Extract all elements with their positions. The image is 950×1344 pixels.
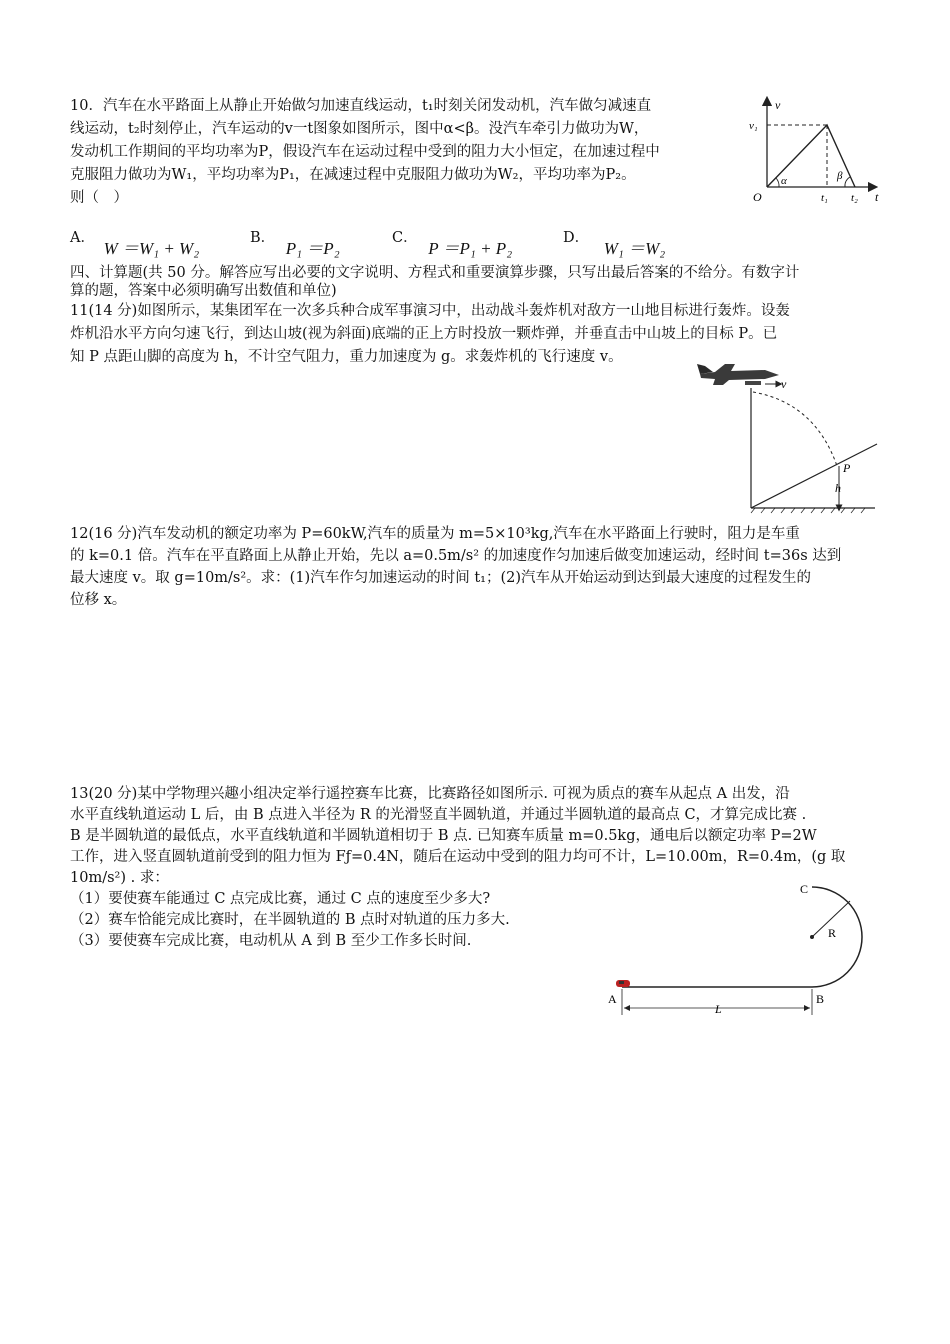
v-label: v [781,377,787,391]
option-b-expr: P₁ ＝P₂ [285,239,340,258]
beta-label: β [837,170,843,182]
option-b[interactable] [250,222,340,258]
q10-line: 10．汽车在水平路面上从静止开始做匀加速直线运动，t₁时刻关闭发动机，汽车做匀减速直 [70,98,652,114]
q13-line: 13(20 分)某中学物理兴趣小组决定举行遥控赛车比赛，比赛路径如图所示. 可视为质点的赛车从起点 A 出发，沿 [70,786,790,802]
origin-label: O [753,190,762,204]
bomber-figure [695,358,885,518]
v-axis-label: v [775,98,781,112]
beta-arc [845,177,850,187]
q10-line: 发动机工作期间的平均功率为P，假设汽车在运动过程中受到的阻力大小恒定，在加速过程中 [70,144,660,160]
q13-line: 水平直线轨道运动 L 后，由 B 点进入半径为 R 的光滑竖直半圆轨道，并通过半圆轨道的最高点 C，才算完成比赛 . [70,807,807,823]
c-label: C [800,882,809,896]
plane-icon [697,364,779,385]
l-label: L [715,1002,722,1016]
question-11-text [70,300,790,369]
t2-label: t₂ [851,192,858,204]
v1-label: v₁ [749,120,758,132]
alpha-label: α [781,175,787,187]
q11-line: 知 P 点距山脚的高度为 h，不计空气阻力，重力加速度为 g。求轰炸机的飞行速度 v。 [70,349,623,365]
q13-line: 工作，进入竖直圆轨道前受到的阻力恒为 Fƒ=0.4N，随后在运动中受到的阻力均可不计，L=10.00m，R=0.4m，(g 取 [70,849,846,865]
q10-line: 克服阻力做功为W₁，平均功率为P₁，在减速过程中克服阻力做功为W₂，平均功率为P₂。 [70,167,636,183]
b-label: B [816,992,825,1006]
l-arrow-right [804,1005,810,1011]
q13-line: （1）要使赛车能通过 C 点完成比赛，通过 C 点的速度至少多大? [70,891,491,907]
slope [751,444,877,508]
a-label: A [608,992,617,1006]
alpha-arc [776,178,779,187]
section-4-line: 四、计算题(共 50 分。解答应写出必要的文字说明、方程式和重要演算步骤，只写出最后答案的不给分。有数字计 [70,265,800,281]
race-track-figure [600,875,870,1020]
q11-line: 炸机沿水平方向匀速飞行，到达山坡(视为斜面)底端的正上方时投放一颗炸弹，并垂直击中山坡上的目标 P。已 [70,326,778,342]
section-4-line: 算的题，答案中必须明确写出数值和单位) [70,283,337,299]
q12-line: 最大速度 v。取 g=10m/s²。求：(1)汽车作匀加速运动的时间 t₁；(2)汽车从开始运动到达到最大速度的过程发生的 [70,570,812,586]
trajectory [753,392,837,466]
vt-graph [745,95,885,210]
semicircle-track [812,887,862,987]
option-a[interactable] [70,222,200,258]
option-c-label: C． [392,230,418,246]
q12-line: 位移 x。 [70,592,127,608]
question-10-text [70,95,660,210]
q13-line: 10m/s²) . 求： [70,870,169,886]
option-d-label: D． [563,230,590,246]
p-label: P [843,461,851,475]
option-d-expr: W₁ ＝W₂ [603,239,666,258]
q12-line: 的 k=0.1 倍。汽车在平直路面上从静止开始，先以 a=0.5m/s² 的加速度作匀加速后做变加速运动，经时间 t=36s 达到 [70,548,842,564]
race-car-icon [616,980,630,987]
question-12-text [70,523,841,611]
option-c-expr: P ＝P₁ + P₂ [428,239,513,258]
q13-line: B 是半圆轨道的最低点，水平直线轨道和半圆轨道相切于 B 点. 已知赛车质量 m=0.5kg，通电后以额定功率 P=2W [70,828,817,844]
r-label: R [828,926,837,940]
l-arrow-left [624,1005,630,1011]
q11-line: 11(14 分)如图所示，某集团军在一次多兵种合成军事演习中，出动战斗轰炸机对敌方一山地目标进行轰炸。设轰 [70,303,790,319]
section-4-heading [70,264,799,300]
q12-line: 12(16 分)汽车发动机的额定功率为 P=60kW,汽车的质量为 m=5×10³kg,汽车在水平路面上行驶时，阻力是车重 [70,526,800,542]
option-d[interactable] [563,222,666,258]
option-a-expr: W ＝W₁ + W₂ [103,239,200,258]
q10-line: 线运动，t₂时刻停止，汽车运动的v一t图象如图所示，图中α<β。没汽车牵引力做功为W， [70,121,649,137]
q13-line: （3）要使赛车完成比赛，电动机从 A 到 B 至少工作多长时间. [70,933,472,949]
t1-label: t₁ [821,192,828,204]
ground-hatch [751,508,865,513]
q13-line: （2）赛车恰能完成比赛时，在半圆轨道的 B 点时对轨道的压力多大. [70,912,510,928]
option-b-label: B． [250,230,276,246]
q10-line: 则（ ） [70,190,128,206]
h-label: h [835,481,841,495]
option-a-label: A． [70,230,95,246]
option-c[interactable] [392,222,513,258]
t-axis-label: t [875,190,879,204]
